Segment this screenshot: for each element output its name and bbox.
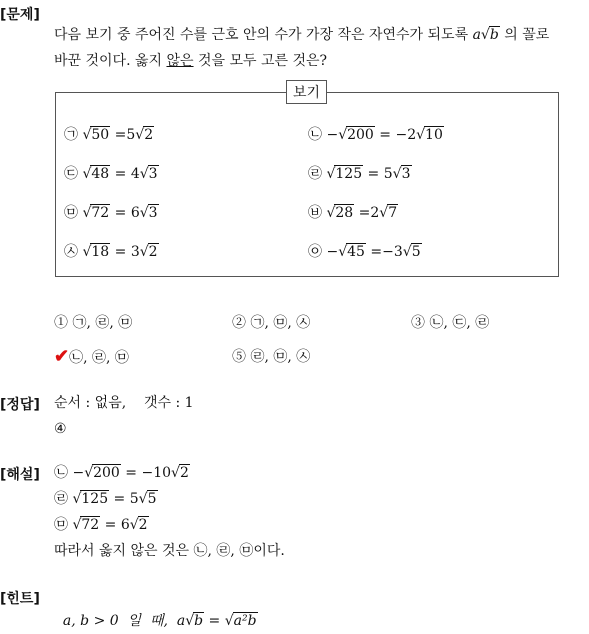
solution-label: [해설] [0, 467, 40, 483]
hint-label: [힌트] [0, 591, 40, 607]
choice-text: ㉠, ㉣, ㉤ [72, 315, 133, 331]
answer-line-1: 순서 : 없음, 갯수 : 1 [54, 395, 194, 411]
choice-text: ㉡, ㉢, ㉣ [429, 315, 490, 331]
choice-number: ⑤ [232, 349, 246, 365]
bogi-item-3: ㉢ √48 = 4√3 [64, 166, 158, 182]
problem-text: 것을 모두 고른 것은? [193, 53, 328, 69]
choice-text: ㉡, ㉣, ㉤ [69, 350, 129, 366]
problem-text: 다음 보기 중 주어진 수를 근호 안의 수가 가장 작은 자연수가 되도록 [54, 27, 473, 43]
solution-line-4: 따라서 옳지 않은 것은 ㉡, ㉣, ㉤이다. [54, 543, 285, 559]
math-a: a [472, 27, 481, 43]
choice-number: ② [232, 315, 246, 331]
checkmark-icon: ✔ [54, 346, 70, 367]
bogi-item-8: ㉧ −√45 =−3√5 [308, 244, 421, 260]
solution-line-2: ㉣ √125 = 5√5 [54, 491, 157, 507]
solution-line-3: ㉤ √72 = 6√2 [54, 517, 148, 533]
problem-text: 의 꼴로 [499, 27, 550, 43]
choice-number: ③ [411, 315, 425, 331]
bogi-item-2: ㉡ −√200 = −2√10 [308, 127, 443, 143]
bogi-item-6: ㉥ √28 =2√7 [308, 205, 398, 221]
math-b: b [489, 27, 499, 43]
choice-text: ㉠, ㉤, ㉦ [250, 315, 311, 331]
choice-2[interactable] [232, 312, 310, 332]
choice-3[interactable] [411, 312, 489, 332]
choice-1[interactable] [54, 312, 132, 332]
bogi-item-5: ㉤ √72 = 6√3 [64, 205, 158, 221]
answer-label: [정답] [0, 397, 40, 413]
problem-line-1: 다음 보기 중 주어진 수를 근호 안의 수가 가장 작은 자연수가 되도록 a√b 의 꼴로 [54, 27, 550, 43]
choice-text: ㉣, ㉤, ㉦ [250, 349, 311, 365]
answer-line-2: ④ [54, 421, 67, 437]
bogi-title: 보기 [286, 80, 327, 104]
bogi-item-1: ㉠ √50 =5√2 [64, 127, 154, 143]
choice-5[interactable] [232, 346, 310, 366]
bogi-item-4: ㉣ √125 = 5√3 [308, 166, 411, 182]
underlined-word: 않은 [166, 53, 194, 69]
problem-line-2 [54, 48, 327, 74]
bogi-item-7: ㉦ √18 = 3√2 [64, 244, 158, 260]
problem-label: [문제] [0, 7, 40, 23]
solution-line-1: ㉡ −√200 = −10√2 [54, 465, 189, 481]
choice-number: ① [54, 315, 68, 331]
problem-text: 바꾼 것이다. 옳지 [54, 53, 167, 69]
choice-4[interactable] [54, 346, 129, 367]
hint-line: a, b > 0 일 때, a√b = √a²b [62, 613, 257, 629]
